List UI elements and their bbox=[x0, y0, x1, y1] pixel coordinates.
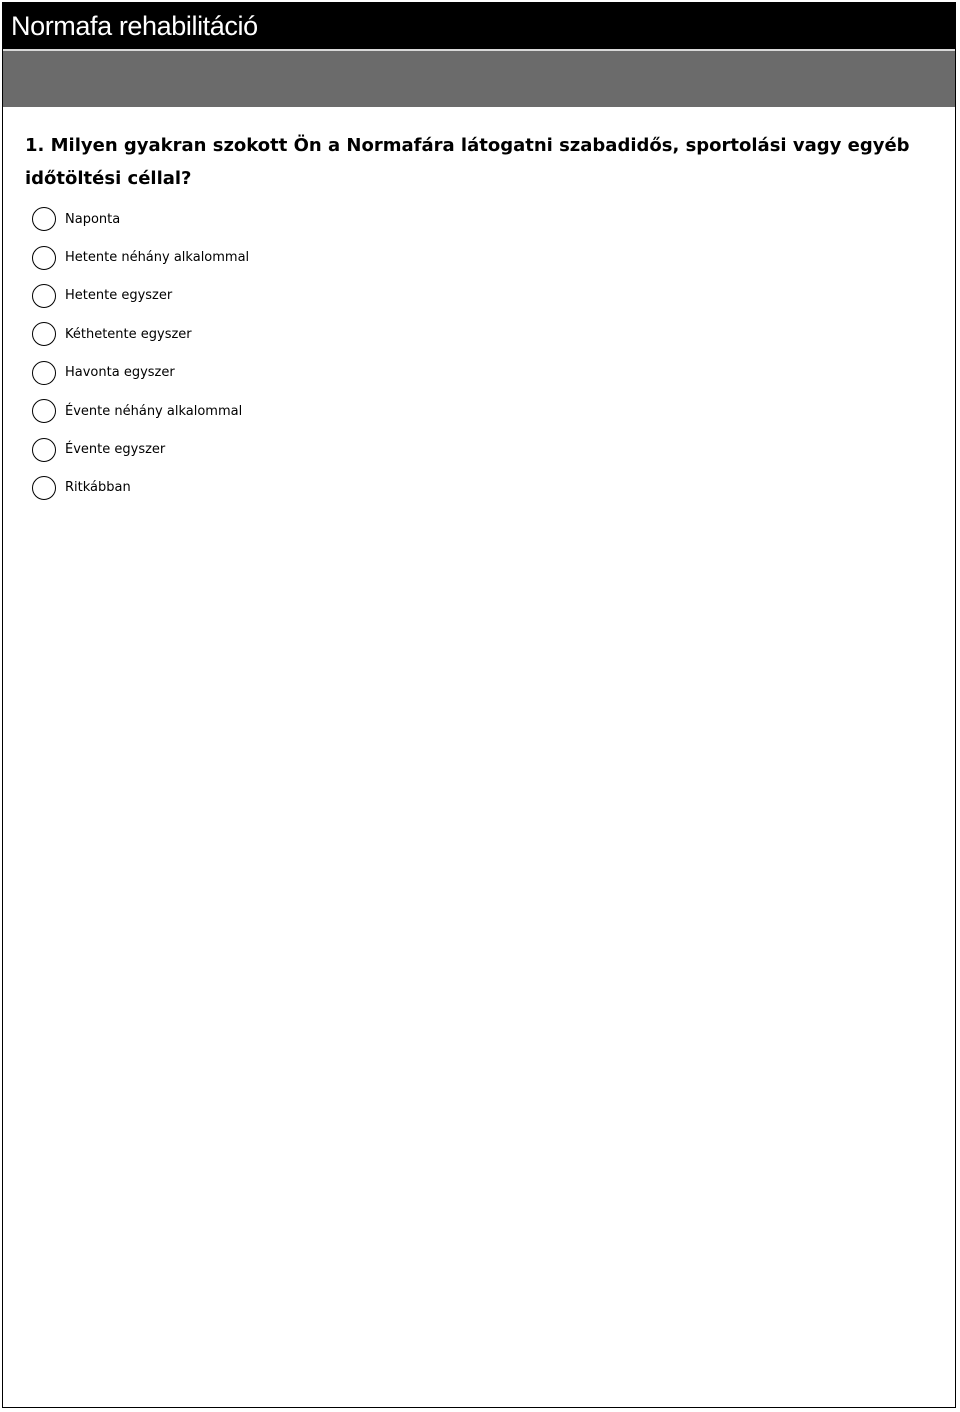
option-evente-nehany[interactable] bbox=[32, 392, 955, 430]
option-label: Hetente néhány alkalommal bbox=[65, 250, 250, 266]
radio-button[interactable] bbox=[32, 361, 56, 385]
radio-button[interactable] bbox=[32, 322, 56, 346]
option-ritkabban[interactable] bbox=[32, 469, 955, 507]
option-label: Havonta egyszer bbox=[65, 365, 175, 381]
radio-button[interactable] bbox=[32, 284, 56, 308]
survey-page bbox=[2, 2, 956, 1408]
option-havonta-egyszer[interactable] bbox=[32, 354, 955, 392]
survey-title: Normafa rehabilitáció bbox=[11, 10, 258, 41]
option-label: Hetente egyszer bbox=[65, 288, 173, 304]
option-label: Ritkábban bbox=[65, 480, 131, 496]
radio-button[interactable] bbox=[32, 246, 56, 270]
option-kethetente-egyszer[interactable] bbox=[32, 315, 955, 353]
radio-button[interactable] bbox=[32, 399, 56, 423]
option-label: Kéthetente egyszer bbox=[65, 326, 192, 342]
radio-button[interactable] bbox=[32, 476, 56, 500]
option-hetente-egyszer[interactable] bbox=[32, 277, 955, 315]
header-band bbox=[3, 51, 955, 107]
option-hetente-nehany[interactable] bbox=[32, 238, 955, 276]
question-text: 1. Milyen gyakran szokott Ön a Normafára látogatni szabadidős, sportolási vagy egyéb időtöltési céllal? bbox=[25, 135, 910, 189]
option-label: Évente néhány alkalommal bbox=[65, 403, 243, 419]
survey-title-bar bbox=[3, 3, 955, 49]
option-naponta[interactable] bbox=[32, 200, 955, 238]
answer-options bbox=[3, 200, 955, 507]
radio-button[interactable] bbox=[32, 438, 56, 462]
option-evente-egyszer[interactable] bbox=[32, 430, 955, 468]
option-label: Naponta bbox=[65, 211, 121, 227]
radio-button[interactable] bbox=[32, 207, 56, 231]
option-label: Évente egyszer bbox=[65, 442, 166, 458]
